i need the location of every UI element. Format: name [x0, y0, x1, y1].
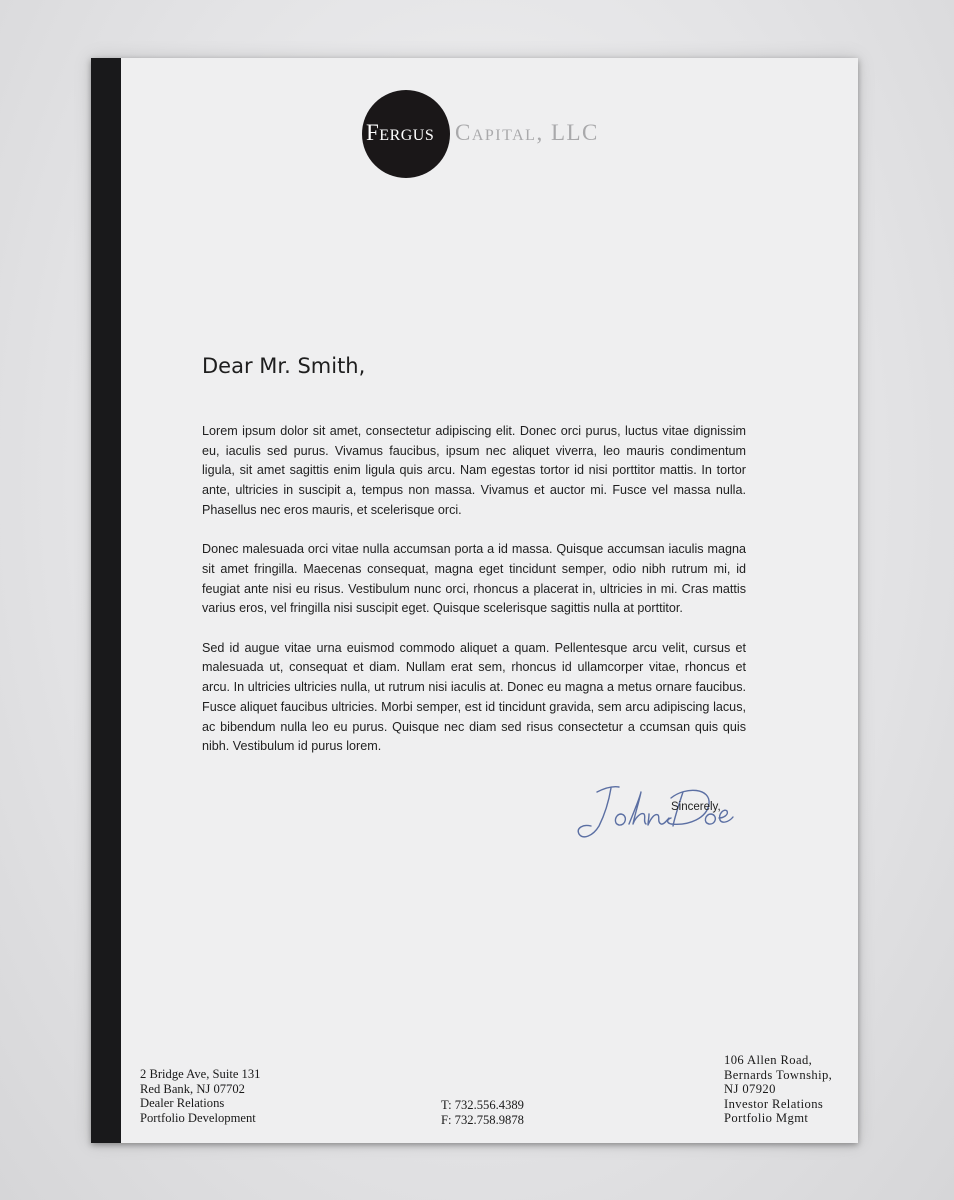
logo-word-fergus: Fergus — [366, 120, 435, 145]
handwritten-signature — [571, 780, 741, 860]
footer-line: Portfolio Mgmt — [724, 1111, 809, 1125]
footer-contact — [441, 1098, 524, 1127]
footer-line: Dealer Relations — [140, 1096, 225, 1110]
letter-sheet — [91, 58, 858, 1143]
company-logo — [362, 90, 602, 180]
footer-address-right — [724, 1053, 832, 1126]
letter-body — [202, 422, 746, 777]
footer-line: NJ 07920 — [724, 1082, 776, 1096]
phone-number: T: 732.556.4389 — [441, 1098, 524, 1112]
footer-address-left — [140, 1067, 260, 1125]
paragraph: Sed id augue vitae urna euismod commodo aliquet a quam. Pellentesque arcu velit, cursus et malesuada ut, consequat et diam. Nullam erat sem, rhoncus id ullamcorper vitae, rhoncus et arcu. In ultricies ultricies nulla, ut rutrum nisi iaculis at. Donec eu magna a metus ornare faucibus. Fusce aliquet faucibus ultricies. Morbi semper, est id tincidunt gravida, sem arcu adipiscing lacus, ac bibendum nulla leo eu purus. Quisque nec diam sed risus consectetur a ccumsan quis quis nibh. Vestibulum id purus lorem. — [202, 640, 746, 754]
paragraph: Lorem ipsum dolor sit amet, consectetur adipiscing elit. Donec orci purus, luctus vitae dignissim eu, iaculis sed purus. Vivamus faucibus, ipsum nec aliquet viverra, leo mauris condimentum ligula, sit amet sagittis enim ligula quis arcu. Nam egestas tortor id nisi porttitor mattis. In tortor ante, ultricies in suscipit a, tempus non massa. Vivamus et auctor mi. Fusce vel massa nulla. Phasellus nec eros mauris, et scelerisque orci. — [202, 424, 746, 517]
closing: Sincerely, — [671, 801, 721, 813]
footer-line: Red Bank, NJ 07702 — [140, 1081, 245, 1096]
paragraph: Donec malesuada orci vitae nulla accumsan porta a id massa. Quisque accumsan iaculis magna sit amet fringilla. Maecenas consequat, magna eget tincidunt semper, odio nibh rutrum mi, id feugiat ante nisi eu risus. Vestibulum nunc orci, rhoncus a placerat in, ultricies in mi. Cras mattis varius eros, vel fringilla nisi suscipit eget. Quisque scelerisque sagittis nulla at porttitor. — [202, 542, 746, 616]
binding-spine — [91, 58, 121, 1143]
salutation: Dear Mr. Smith, — [202, 354, 366, 378]
footer-line: 2 Bridge Ave, Suite 131 — [140, 1067, 261, 1081]
footer-line: Investor Relations — [724, 1096, 824, 1111]
footer-line: Bernards Township, — [724, 1067, 833, 1082]
logo-word-capital: Capital, LLC — [455, 120, 599, 145]
fax-number: F: 732.758.9878 — [441, 1112, 524, 1127]
footer-line: 106 Allen Road, — [724, 1053, 813, 1067]
footer-line: Portfolio Development — [140, 1110, 256, 1125]
